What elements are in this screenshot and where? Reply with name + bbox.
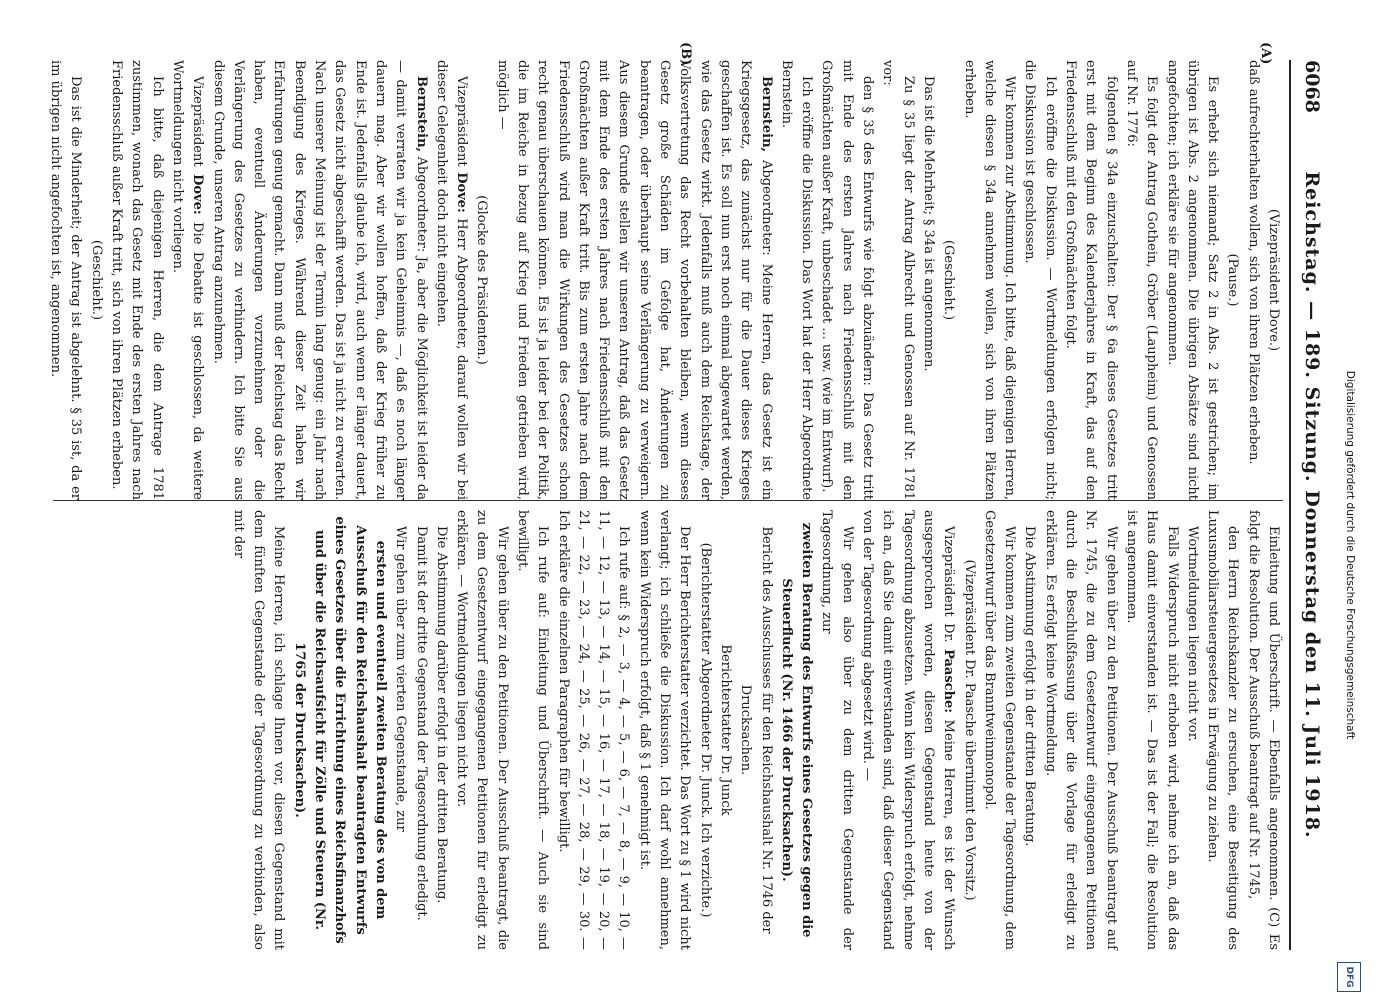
right-column-paragraph: zweiten Beratung des Entwurfs eines Gesetzes gegen die Steuerflucht (Nr. 1466 der Drucksachen). (778, 522, 815, 938)
right-column-paragraph: Meine Herren, ich schlage Ihnen vor, diesen Gegenstand mit dem fünften Gegenstande der Tagesordnung zu verbinden, also mit der (230, 510, 287, 950)
left-column-paragraph: (Pause.) (1225, 253, 1241, 307)
right-column (53, 510, 1283, 950)
page-header (1293, 60, 1333, 950)
left-column-paragraph: Bernstein, Abgeordneter: Ja, aber die Möglichkeit ist leider da — damit verraten wir ja kein Geheimnis —, daß es noch länger dauern mag. Aber wir wollen hoffen, daß der Krieg früher zu Ende ist. Jedenfalls glaube ich, wird, auch wenn er länger dauert, das Gesetz nicht abgeschafft werden. Das ist ja nicht zu erwarten. Nach unserer Meinung ist der Termin lang genug: ein Jahr nach Beendigung des Krieges. Während dieser Zeit haben wir Erfahrungen genug gemacht. Dann muß der Reichstag das Recht haben, eventuell Änderungen vorzunehmen oder die Verlängerung des Gesetzes zu verhindern. Ich bitte Sie aus diesem Grunde, unseren Antrag anzunehmen. (210, 60, 429, 500)
right-column-paragraph: Vizepräsident Dr. Paasche: Meine Herren, es ist der Wunsch ausgesprochen worden, diesen Gegenstand heute von der Tagesordnung abzusetzen. Wenn kein Widerspruch erfolgt, nehme ich an, daß Sie damit einverstanden sind, daß dieser Gegenstand von der Tagesordnung abgesetzt wird. — (860, 510, 957, 950)
right-column-paragraph: Berichterstatter Dr. Junck (717, 644, 733, 816)
right-column-paragraph: Wir kommen zum zweiten Gegenstande der Tagesordnung, dem Gesetzentwurf über das Branntweinmonopol. (981, 510, 1018, 950)
page-number: 6068 (1301, 60, 1323, 113)
left-column-paragraph: Zu § 35 liegt der Antrag Albrecht und Genossen auf Nr. 1781 vor: (880, 60, 916, 500)
left-column-paragraph: Es folgt der Antrag Gothein, Gröber (Laupheim) und Genossen auf Nr. 1776: (1123, 60, 1160, 500)
left-column-paragraph: daß aufrechterhalten wollen, sich von ihren Plätzen erheben. (1245, 60, 1261, 465)
right-column-paragraph: ersten und eventuell zweiten Beratung des von dem Ausschuß für den Reichshaushalt beantragten Entwurfs eines Gesetzes über die Errichtung eines Reichsfinanzhofs und über die Reichsaufsicht für Zölle und Steuern (Nr. 1765 der Drucksachen). (291, 516, 388, 944)
speaker-name: Bernstein, (758, 76, 774, 153)
left-column-paragraph: Vizepräsident Dove: Herr Abgeordneter, darauf wollen wir bei dieser Gelegenheit doch nicht eingehen. (433, 60, 470, 500)
speaker-name: Paasche: (941, 649, 957, 714)
right-column-paragraph: Ich rufe auf: Einleitung und Überschrift. — Auch sie sind bewilligt. (515, 510, 551, 950)
right-column-paragraph: den Herrn Reichskanzler zu ersuchen, eine Beseitigung des Luxusmobiliarsteuergesetzes in Erwägung zu ziehen. (1205, 510, 1241, 950)
left-column-paragraph: Vizepräsident Dove: Die Debatte ist geschlossen, da weitere Wortmeldungen nicht vorliegen. (169, 60, 206, 500)
right-column-paragraph: Falls Widerspruch nicht erhoben wird, nehme ich an, daß das Haus damit einverstanden ist. — Das ist der Fall; die Resolution ist angenommen. (1123, 510, 1180, 950)
left-column-paragraph: (Vizepräsident Dove.) (1266, 208, 1281, 352)
right-column-paragraph: Wir gehen über zu den Petitionen. Der Ausschuß beantragt auf Nr. 1745, die zu dem Gesetzentwurf eingegangenen Petitionen durch die Beschlußfassung über die Vorlage für erledigt zu erklären. Es erfolgt keine Wortmeldung. (1042, 510, 1119, 950)
left-column-paragraph: (Geschieht.) (941, 239, 957, 321)
column-divider (53, 500, 1283, 501)
running-title: Reichstag. — 189. Sitzung. Donnerstag den 11. Juli 1918. (1301, 171, 1323, 839)
left-column-paragraph: folgenden § 34a einzuschalten: Der § 6a dieses Gesetzes tritt erst mit dem Beginn des Kalenderjahres in Kraft, das auf den Friedensschluß mit den Großmächten folgt. (1063, 60, 1119, 500)
digitization-credit-text: Digitalisierung gefördert durch die Deutsche Forschungsgemeinschaft (1344, 370, 1356, 740)
right-column-paragraph: Die Abstimmung darüber erfolgt in der dritten Beratung. (433, 526, 449, 904)
left-column-paragraph: Ich eröffne die Diskussion. — Wortmeldungen erfolgen nicht; die Diskussion ist geschlossen. (1022, 60, 1058, 500)
right-column-paragraph: Die Abstimmung erfolgt in der dritten Beratung. (1022, 526, 1038, 847)
right-column-paragraph: Wir gehen also über zu dem dritten Gegenstande der Tagesordnung, zur (819, 510, 855, 950)
left-column-paragraph: Das ist die Minderheit; der Antrag ist abgelehnt. § 35 ist, da er im übrigen nicht angefochten ist, angenommen. (48, 60, 84, 500)
right-column-paragraph: Wortmeldungen liegen nicht vor. (1184, 526, 1200, 742)
margin-marker-b: (B) (678, 42, 693, 66)
left-column-paragraph: (Glocke des Präsidenten.) (474, 195, 490, 365)
left-column-paragraph: den § 35 des Entwurfs wie folgt abzuändern: Das Gesetz tritt mit Ende des ersten Jahres nach Friedensschluß mit den Großmächten außer Kraft, unbeschadet ... usw. (wie im Entwurf). (819, 60, 876, 500)
left-column-paragraph: Es erhebt sich niemand; Satz 2 in Abs. 2 ist gestrichen; im übrigen ist Abs. 2 angenommen. Die übrigen Absätze sind nicht angefochten; ich erkläre sie für angenommen. (1164, 60, 1221, 500)
dfg-logo: DFG (1337, 962, 1361, 992)
left-column-paragraph: Das ist die Mehrheit; § 34a ist angenommen. (920, 76, 936, 372)
right-column-paragraph: (Vizepräsident Dr. Paasche übernimmt den Vorsitz.) (961, 559, 977, 901)
left-column-paragraph: Bernstein, Abgeordneter: Meine Herren, das Gesetz ist ein Kriegsgesetz, das zunächst nur für die Dauer dieses Krieges geschaffen ist. Es soll nun erst noch einmal abgewartet werden, wie das Gesetz wirkt. Jedenfalls muß auch dem Reichstage, der Volksvertretung das Recht vorbehalten bleiben, wenn dieses Gesetz große Schäden im Gefolge hat, Änderungen zu beantragen, oder überhaupt seine Verlängerung zu verweigern. Aus diesem Grunde stellen wir unseren Antrag, daß das Gesetz mit dem Ende des ersten Jahres nach Friedensschluß mit den Großmächten außer Kraft tritt. Bis zum ersten Jahre nach dem Friedensschluß wird man die Wirkungen des Gesetzes schon recht genau überschauen können. Es ist ja leider bei der Politik, die im Reiche in bezug auf Krieg und Frieden getrieben wird, möglich — (494, 60, 774, 500)
right-column-paragraph: Damit ist der dritte Gegenstand der Tagesordnung erledigt. (413, 526, 429, 921)
left-column-paragraph: Ich eröffne die Diskussion. Das Wort hat der Herr Abgeordnete Bernstein. (778, 60, 815, 500)
left-column-paragraph: Ich bitte, daß diejenigen Herren, die dem Antrage 1781 zustimmen, wonach das Gesetz mit Ende des ersten Jahres nach Friedensschluß außer Kraft tritt, sich von ihren Plätzen erheben. (109, 60, 165, 500)
speaker-name: Dove: (190, 174, 206, 215)
margin-marker-a: (A) (1258, 42, 1273, 65)
right-column-paragraph: Wir gehen über zu den Petitionen. Der Ausschuß beantragt, die zu dem Gesetzentwurf eingegangenen Petitionen für erledigt zu erklären. — Wortmeldungen liegen nicht vor. (454, 510, 510, 950)
right-column-paragraph: Ich rufe auf: § 2, — 3, — 4, — 5, — 6, — 7, — 8, — 9, — 10, — 11, — 12, — 13, — 14, — 15, — 16, — 17, — 18, — 19, — 20, — 21, — 22, — 23, — 24, — 25, — 26, — 27, — 28, — 29, — 30. — Ich erkläre die einzelnen Paragraphen für bewilligt. (555, 510, 632, 950)
right-column-paragraph: Wir gehen über zum vierten Gegenstande, zur (393, 526, 409, 832)
right-column-paragraph: Der Herr Berichterstatter verzichtet. Das Wort zu § 1 wird nicht verlangt; ich schließe die Diskussion. Ich darf wohl annehmen, wenn kein Widerspruch erfolgt, daß § 1 genehmigt ist. (636, 510, 693, 950)
left-column-paragraph: (Geschieht.) (88, 239, 104, 321)
speaker-name: Bernstein, (413, 76, 429, 153)
right-column-paragraph: Bericht des Ausschusses für den Reichshaushalt Nr. 1746 der Drucksachen. (738, 526, 774, 934)
left-column (48, 60, 1283, 500)
header-rule (1289, 60, 1291, 950)
digitization-credit (1335, 120, 1365, 990)
right-column-paragraph: Einleitung und Überschrift. — Ebenfalls angenommen. (C) Es folgt die Resolution. Der Ausschuß beantragt auf Nr. 1745, (1245, 510, 1281, 950)
speaker-name: Dove: (454, 172, 470, 213)
left-column-paragraph: Wir kommen zur Abstimmung. Ich bitte, daß diejenigen Herren, welche diesen § 34a annehmen wollen, sich von ihren Plätzen erheben. (961, 60, 1018, 500)
right-column-paragraph: (Berichterstatter Abgeordneter Dr. Junck. Ich verzichte.) (697, 542, 713, 918)
